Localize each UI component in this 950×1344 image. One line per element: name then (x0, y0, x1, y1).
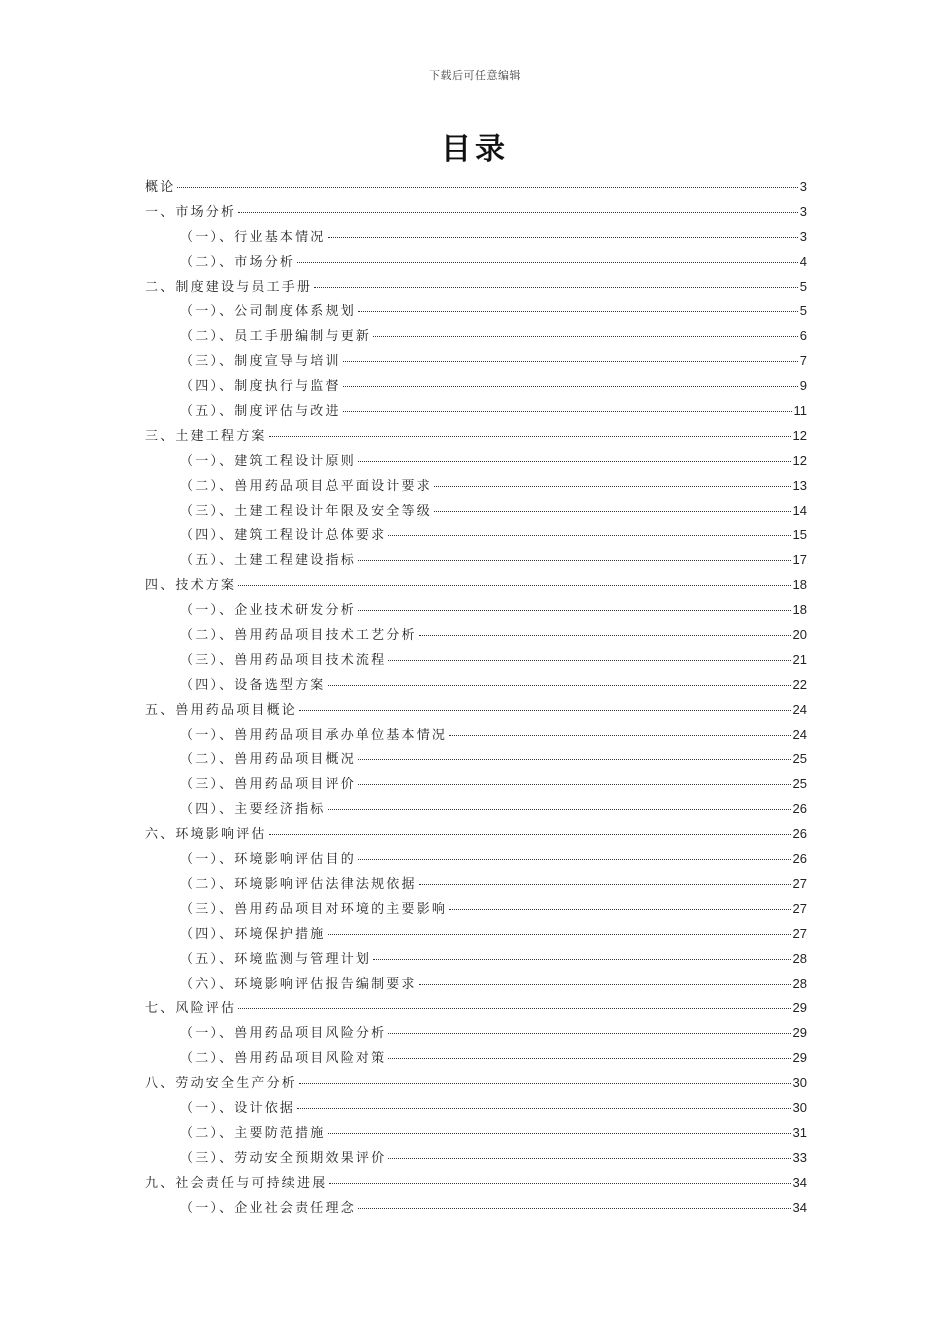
toc-entry-section[interactable] (145, 872, 807, 897)
toc-page-number: 18 (792, 602, 807, 618)
toc-page-number: 3 (799, 179, 807, 194)
toc-entry-text: （五）、环境监测与管理计划 (180, 951, 372, 967)
toc-entry-section[interactable] (145, 399, 807, 424)
toc-entry-text: （三）、土建工程设计年限及安全等级 (180, 503, 432, 519)
toc-entry-text: （一）、行业基本情况 (180, 229, 326, 245)
toc-page-number: 21 (792, 651, 807, 667)
toc-dot-leader (373, 959, 790, 960)
toc-dot-leader (434, 486, 791, 487)
toc-entry-chapter[interactable] (145, 573, 807, 598)
toc-dot-leader (358, 461, 791, 462)
toc-page-number: 24 (792, 726, 807, 742)
toc-entry-text: 八、劳动安全生产分析 (145, 1076, 298, 1092)
toc-entry-text: （二）、市场分析 (180, 254, 296, 270)
toc-dot-leader (269, 834, 791, 835)
toc-page-number: 29 (792, 1050, 807, 1066)
toc-dot-leader (373, 336, 798, 337)
toc-dot-leader (358, 784, 791, 785)
toc-dot-leader (328, 685, 791, 686)
toc-entry-text: （一）、企业社会责任理念 (180, 1200, 356, 1216)
toc-dot-leader (343, 361, 798, 362)
toc-entry-section[interactable] (145, 922, 807, 947)
toc-entry-text: 七、风险评估 (145, 1001, 237, 1017)
toc-page-number: 28 (792, 950, 807, 966)
toc-entry-text: （四）、环境保护措施 (180, 926, 326, 942)
toc-dot-leader (314, 287, 798, 288)
toc-entry-section[interactable] (145, 747, 807, 772)
toc-entry-text: （三）、兽用药品项目评价 (180, 777, 356, 793)
toc-entry-section[interactable] (145, 548, 807, 573)
toc-entry-text: （四）、主要经济指标 (180, 802, 326, 818)
toc-page-number: 22 (792, 676, 807, 692)
toc-entry-section[interactable] (145, 648, 807, 673)
toc-dot-leader (238, 212, 798, 213)
toc-entry-text: （一）、设计依据 (180, 1100, 296, 1116)
toc-page-number: 29 (792, 1025, 807, 1041)
toc-dot-leader (358, 1208, 791, 1209)
toc-entry-text: （四）、制度执行与监督 (180, 379, 341, 395)
toc-entry-text: （一）、兽用药品项目风险分析 (180, 1026, 387, 1042)
toc-entry-chapter[interactable] (145, 424, 807, 449)
toc-entry-text: 四、技术方案 (145, 578, 237, 594)
toc-dot-leader (388, 1033, 790, 1034)
toc-entry-section[interactable] (145, 449, 807, 474)
toc-page-number: 34 (792, 1199, 807, 1215)
toc-entry-section[interactable] (145, 1146, 807, 1171)
toc-page-number: 9 (799, 378, 807, 394)
header-note: 下载后可任意编辑 (429, 69, 521, 82)
toc-entry-text: （一）、环境影响评估目的 (180, 852, 356, 868)
toc-page-number: 15 (792, 527, 807, 543)
toc-entry-text: （二）、环境影响评估法律法规依据 (180, 876, 417, 892)
toc-entry-section[interactable] (145, 947, 807, 972)
toc-page-number: 31 (792, 1124, 807, 1140)
toc-entry-text: （四）、设备选型方案 (180, 677, 326, 693)
toc-entry-section[interactable] (145, 673, 807, 698)
toc-entry-chapter[interactable] (145, 822, 807, 847)
toc-page-number: 27 (792, 925, 807, 941)
toc-entry-text: 概论 (145, 180, 176, 195)
toc-page-number: 26 (792, 826, 807, 842)
toc-dot-leader (358, 859, 791, 860)
toc-dot-leader (449, 909, 790, 910)
toc-entry-chapter[interactable] (145, 200, 807, 225)
toc-page-number: 4 (799, 253, 807, 269)
toc-dot-leader (358, 311, 798, 312)
toc-entry-section[interactable] (145, 797, 807, 822)
toc-entry-section[interactable] (145, 1196, 807, 1221)
toc-dot-leader (358, 560, 791, 561)
toc-page-number: 3 (799, 228, 807, 244)
toc-dot-leader (238, 1008, 790, 1009)
toc-page-number: 27 (792, 900, 807, 916)
toc-entry-section[interactable] (145, 523, 807, 548)
toc-entry-section[interactable] (145, 474, 807, 499)
toc-entry-section[interactable] (145, 374, 807, 399)
toc-entry-section[interactable] (145, 972, 807, 997)
toc-entry-text: 一、市场分析 (145, 204, 237, 220)
toc-entry-text: 三、土建工程方案 (145, 428, 267, 444)
toc-page-number: 5 (799, 303, 807, 319)
toc-dot-leader (388, 660, 790, 661)
toc-dot-leader (328, 934, 791, 935)
toc-dot-leader (358, 610, 791, 611)
toc-page-number: 12 (792, 452, 807, 468)
toc-page-number: 33 (792, 1149, 807, 1165)
toc-entry-text: （五）、制度评估与改进 (180, 404, 341, 420)
toc-page-number: 18 (792, 577, 807, 593)
toc-entry-chapter[interactable] (145, 698, 807, 723)
toc-entry-text: 六、环境影响评估 (145, 827, 267, 843)
toc-page-number: 25 (792, 751, 807, 767)
toc-entry-text: （一）、公司制度体系规划 (180, 304, 356, 320)
toc-page-number: 29 (792, 1000, 807, 1016)
toc-entry-section[interactable] (145, 299, 807, 324)
toc-dot-leader (299, 710, 791, 711)
toc-dot-leader (419, 984, 791, 985)
toc-entry-section[interactable] (145, 250, 807, 275)
toc-dot-leader (388, 1058, 790, 1059)
toc-dot-leader (299, 1083, 791, 1084)
toc-page-number: 26 (792, 801, 807, 817)
toc-dot-leader (343, 411, 792, 412)
toc-dot-leader (419, 884, 791, 885)
toc-page-number: 17 (792, 552, 807, 568)
toc-entry-text: （二）、主要防范措施 (180, 1125, 326, 1141)
toc-entry-section[interactable] (145, 1121, 807, 1146)
toc-title: 目录 (441, 132, 509, 167)
toc-entry-text: （三）、兽用药品项目对环境的主要影响 (180, 901, 448, 917)
toc-page-number: 28 (792, 975, 807, 991)
toc-entry-text: （三）、兽用药品项目技术流程 (180, 652, 387, 668)
toc-entry-section[interactable] (145, 349, 807, 374)
toc-entry-section[interactable] (145, 324, 807, 349)
toc-entry-text: （一）、兽用药品项目承办单位基本情况 (180, 727, 448, 743)
toc-entry-text: （四）、建筑工程设计总体要求 (180, 528, 387, 544)
toc-entry-text: （五）、土建工程建设指标 (180, 553, 356, 569)
toc-entry-text: （二）、兽用药品项目概况 (180, 752, 356, 768)
toc-entry-section[interactable] (145, 723, 807, 748)
toc-entry-text: （二）、员工手册编制与更新 (180, 329, 372, 345)
toc-entry-section[interactable] (145, 623, 807, 648)
toc-entry-text: （一）、企业技术研发分析 (180, 603, 356, 619)
toc-dot-leader (238, 585, 790, 586)
toc-entry-section[interactable] (145, 1046, 807, 1071)
toc-dot-leader (343, 386, 798, 387)
toc-entry-chapter[interactable] (145, 1071, 807, 1096)
toc-dot-leader (434, 511, 791, 512)
toc-entry-section[interactable] (145, 499, 807, 524)
toc-entry-section[interactable] (145, 598, 807, 623)
toc-dot-leader (297, 1108, 790, 1109)
toc-entry-text: 二、制度建设与员工手册 (145, 279, 313, 295)
toc-dot-leader (388, 1158, 790, 1159)
toc-entry-chapter[interactable] (145, 1171, 807, 1196)
toc-dot-leader (328, 809, 791, 810)
toc-page-number: 6 (799, 328, 807, 344)
toc-dot-leader (328, 237, 798, 238)
toc-page-number: 20 (792, 627, 807, 643)
toc-entry-text: 五、兽用药品项目概论 (145, 702, 298, 718)
toc-entry-chapter[interactable] (145, 996, 807, 1021)
toc-entry-text: 九、社会责任与可持续进展 (145, 1175, 328, 1191)
table-of-contents (145, 175, 807, 1220)
toc-dot-leader (419, 635, 791, 636)
toc-page-number: 14 (792, 502, 807, 518)
toc-page-number: 7 (799, 353, 807, 369)
toc-dot-leader (329, 1183, 790, 1184)
toc-entry-text: （三）、制度宣导与培训 (180, 354, 341, 370)
toc-dot-leader (297, 262, 798, 263)
toc-dot-leader (449, 735, 790, 736)
toc-dot-leader (358, 759, 791, 760)
toc-page-number: 3 (799, 203, 807, 219)
toc-entry-text: （二）、兽用药品项目技术工艺分析 (180, 628, 417, 644)
toc-entry-text: （一）、建筑工程设计原则 (180, 453, 356, 469)
toc-entry-text: （二）、兽用药品项目风险对策 (180, 1051, 387, 1067)
toc-entry-text: （六）、环境影响评估报告编制要求 (180, 976, 417, 992)
toc-page-number: 34 (792, 1174, 807, 1190)
toc-page-number: 26 (792, 851, 807, 867)
toc-entry-section[interactable] (145, 847, 807, 872)
toc-entry-text: （二）、兽用药品项目总平面设计要求 (180, 478, 432, 494)
toc-page-number: 11 (793, 403, 807, 419)
toc-entry-section[interactable] (145, 1096, 807, 1121)
toc-page-number: 30 (792, 1075, 807, 1091)
toc-dot-leader (388, 535, 790, 536)
toc-entry-section[interactable] (145, 772, 807, 797)
toc-dot-leader (328, 1133, 791, 1134)
toc-entry-text: （三）、劳动安全预期效果评价 (180, 1150, 387, 1166)
toc-page-number: 13 (792, 477, 807, 493)
toc-entry-section[interactable] (145, 225, 807, 250)
toc-page-number: 24 (792, 701, 807, 717)
toc-entry-section[interactable] (145, 1021, 807, 1046)
toc-entry-chapter[interactable] (145, 175, 807, 200)
toc-page-number: 27 (792, 875, 807, 891)
toc-entry-section[interactable] (145, 897, 807, 922)
toc-page-number: 5 (799, 278, 807, 294)
toc-entry-chapter[interactable] (145, 275, 807, 300)
toc-page-number: 30 (792, 1099, 807, 1115)
toc-dot-leader (177, 187, 797, 188)
toc-page-number: 25 (792, 776, 807, 792)
toc-dot-leader (269, 436, 791, 437)
toc-page-number: 12 (792, 427, 807, 443)
